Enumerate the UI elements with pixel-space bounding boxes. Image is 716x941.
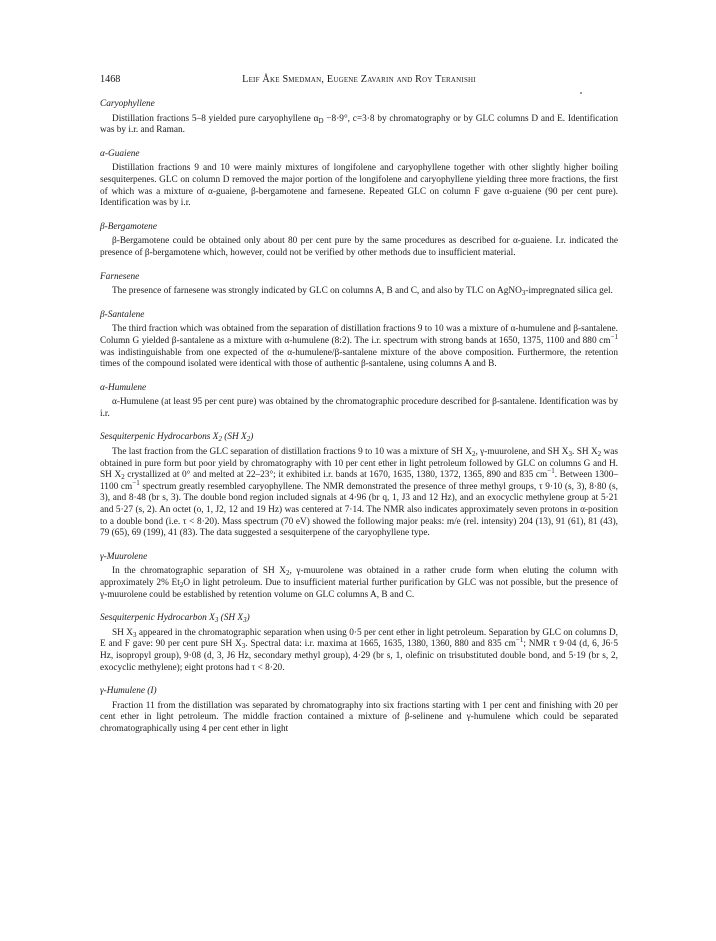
- section-heading: β-Santalene: [100, 309, 145, 320]
- section-paragraph: The last fraction from the GLC separation of distillation fractions 9 to 10 was a mixture of SH $X_2$, γ-muurolene, and SH $X_3$. SH $X_2$ was obtained in pure form but poor yield by chromatography with 10 per cent ether in light petroleum followed by GLC on columns G and H. SH $X_2$ crystallized at 0° and melted at 22–23°; it exhibited i.r. bands at 1670, 1635, 1380, 1372, 1365, 890 and 835 $cm^{-1}$. Between 1300–1100 $cm^{-1}$ spectrum greatly resembled caryophyllene. The NMR demonstrated the presence of three methyl groups, τ 9·10 (s, 3), 8·80 (s, 3), and 8·48 (br s, 3). The double bond region included signals at 4·96 (br q, 1, J3 and 12 Hz), and an exocyclic methylene group at 5·21 and 5·27 (s, 2). An octet (o, 1, J2, 12 and 19 Hz) was centered at 7·14. The NMR also indicates approximately seven protons in α-position to a double bond (i.e. τ < 8·20). Mass spectrum (70 eV) showed the following major peaks: m/e (rel. intensity) 204 (13), 91 (61), 81 (43), 79 (65), 69 (199), 41 (83). The data suggested a sesquiterpene of the caryophyllene type.: [100, 447, 618, 539]
- section-heading: γ-Humulene (I): [100, 686, 157, 697]
- section-heading: β-Bergamotene: [100, 221, 157, 232]
- section-heading: Sesquiterpenic Hydrocarbons $X_2$ (SH $X_2$): [100, 432, 254, 444]
- section-paragraph: The presence of farnesene was strongly indicated by GLC on columns A, B and C, and also by TLC on AgNO$_3$-impregnated silica gel.: [112, 286, 613, 298]
- section-paragraph: β-Bergamotene could be obtained only about 80 per cent pure by the same procedures as described for α-guaiene. I.r. indicated the presence of β-bergamotene which, however, could not be verified by other methods due to insufficient material.: [100, 236, 618, 258]
- section-heading: α-Humulene: [100, 382, 147, 393]
- page-number: 1468: [100, 74, 121, 85]
- section-heading: γ-Muurolene: [100, 551, 148, 562]
- running-head-authors: Leif Åke Smedman, Eugene Zavarin and Roy Teranishi: [242, 74, 476, 85]
- article-body: [100, 99, 618, 748]
- section-paragraph: α-Humulene (at least 95 per cent pure) was obtained by the chromatographic procedure described for β-santalene. Identification was by i.r.: [100, 397, 618, 419]
- section-heading: Farnesene: [100, 271, 140, 282]
- section-heading: α-Guaiene: [100, 148, 140, 159]
- section-paragraph: The third fraction which was obtained from the separation of distillation fractions 9 to 10 was a mixture of α-humulene and β-santalene. Column G yielded β-santalene as a mixture with α-humulene (8:2). The i.r. spectrum with strong bands at 1650, 1375, 1100 and 880 $cm^{-1}$ was indistinguishable from one expected of the α-humulene/β-santalene mixture of the above composition. Furthermore, the retention times of the compound isolated were identical with those of authentic β-santalene, using columns A and B.: [100, 324, 618, 370]
- section-paragraph: Distillation fractions 5–8 yielded pure caryophyllene $\alpha_D -8\cdot 9^\circ$, c=3·8 by chromatography or by GLC columns D and E. Identification was by i.r. and Raman.: [100, 113, 618, 136]
- section-heading: Sesquiterpenic Hydrocarbon $X_3$ (SH $X_3$): [100, 613, 250, 625]
- section-paragraph: SH $X_3$ appeared in the chromatographic separation when using 0·5 per cent ether in light petroleum. Separation by GLC on columns D, E and F gave: 90 per cent pure SH $X_3$. Spectral data: i.r. maxima at 1665, 1635, 1380, 1360, 880 and 835 $cm^{-1}$; NMR τ 9·04 (d, 6, J6·5 Hz, isopropyl group), 9·08 (d, 3, J6 Hz, secondary methyl group), 4·29 (br s, 1, olefinic on trisubstituted double bond, and 5·19 (br s, 2, exocyclic methylene); eight protons had τ < 8·20.: [100, 627, 618, 673]
- section-heading: Caryophyllene: [100, 99, 155, 109]
- section-paragraph: In the chromatographic separation of SH $X_2$, γ-muurolene was obtained in a rather crude form when eluting the column with approximately 2% $Et_2O$ in light petroleum. Due to insufficient material further purification by GLC was not possible, but the presence of γ-muurolene could be established by retention volume on GLC columns A, B and C.: [100, 566, 618, 600]
- running-header: [100, 74, 618, 88]
- speck-mark: [580, 92, 582, 94]
- section-paragraph: Fraction 11 from the distillation was separated by chromatography into six fractions starting with 1 per cent and finishing with 20 per cent ether in light petroleum. The middle fraction contained a mixture of β-selinene and γ-humulene which could be separated chromatographically using 4 per cent ether in light: [100, 700, 618, 734]
- section-paragraph: Distillation fractions 9 and 10 were mainly mixtures of longifolene and caryophyllene together with other slightly higher boiling sesquiterpenes. GLC on column D removed the major portion of the longifolene and caryophyllene yielding three more fractions, the first of which was a mixture of α-guaiene, β-bergamotene and farnesene. Repeated GLC on column F gave α-guaiene (90 per cent pure). Identification was by i.r.: [100, 163, 618, 209]
